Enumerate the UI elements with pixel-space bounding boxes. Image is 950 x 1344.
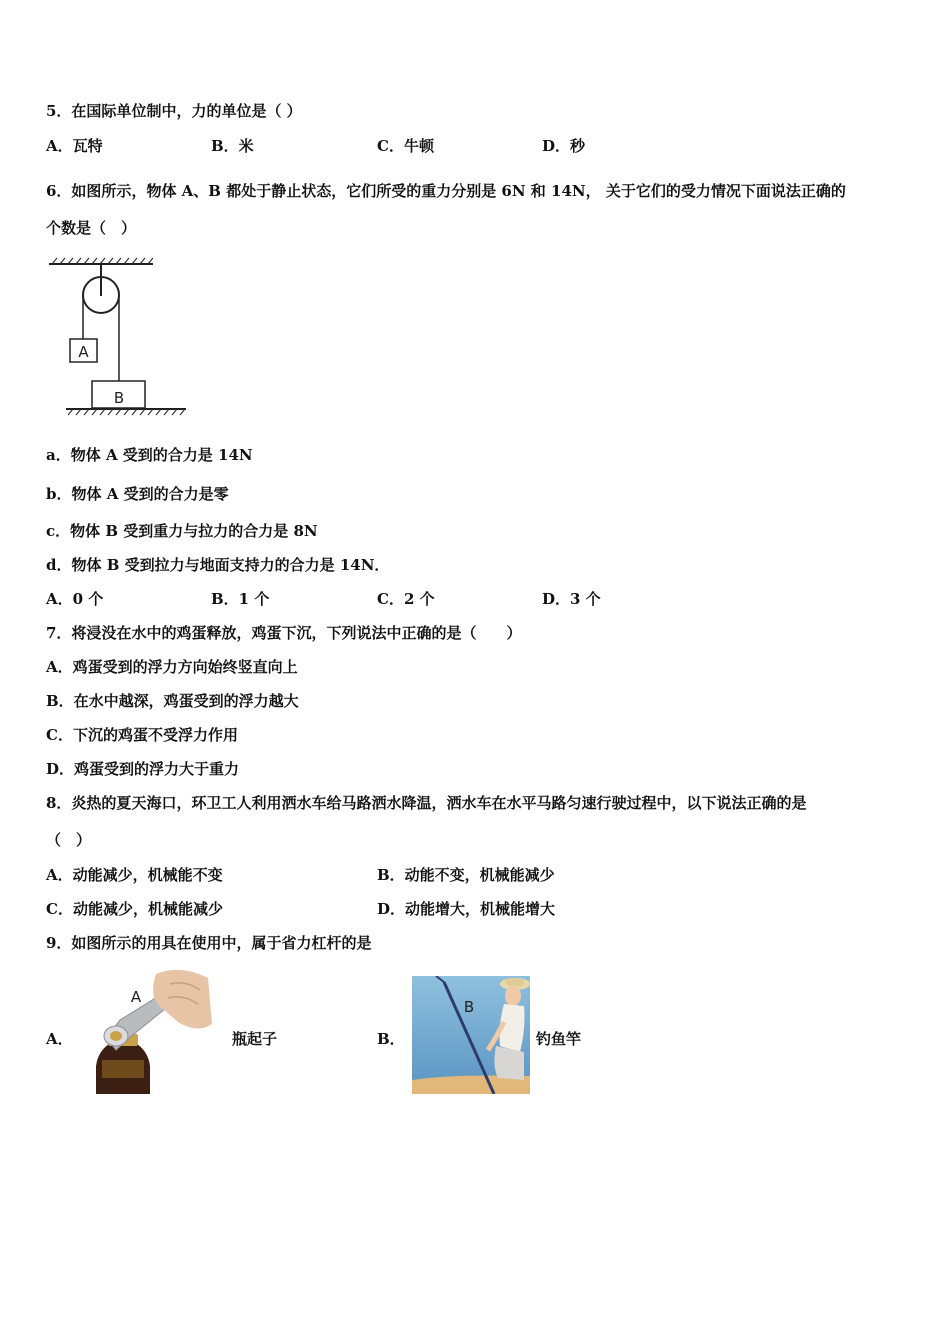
- block-a-label: A: [78, 343, 89, 361]
- q8-stem-line2: （ ）: [46, 831, 92, 849]
- q5-option-c: C．牛顿: [377, 137, 434, 155]
- q6-option-b: B．1 个: [211, 590, 270, 608]
- bottle-opener-label: A: [130, 988, 142, 1006]
- fishing-rod-label: B: [463, 998, 475, 1016]
- q7-option-d: D．鸡蛋受到的浮力大于重力: [46, 760, 240, 778]
- q8-option-a: A．动能减少，机械能不变: [46, 866, 223, 884]
- q9-option-a-caption: 瓶起子: [232, 1030, 278, 1048]
- pulley-diagram: [44, 252, 194, 418]
- q9-option-a-letter: A．: [46, 1030, 73, 1048]
- q6-option-a: A．0 个: [46, 590, 104, 608]
- q5-option-d: D．秒: [542, 137, 586, 155]
- q5-stem: 5．在国际单位制中，力的单位是（ ）: [46, 102, 302, 120]
- q6-statement-c: c．物体 B 受到重力与拉力的合力是 8N: [46, 522, 318, 540]
- q8-option-b: B．动能不变，机械能减少: [377, 866, 555, 884]
- q9-stem: 9．如图所示的用具在使用中，属于省力杠杆的是: [46, 934, 372, 952]
- q6-option-d: D．3 个: [542, 590, 601, 608]
- q9-option-b-letter: B．: [377, 1030, 405, 1048]
- q8-stem-line1: 8．炎热的夏天海口，环卫工人利用洒水车给马路洒水降温，洒水车在水平马路匀速行驶过程中，以下说法正确的是: [46, 794, 807, 812]
- bottle-opener-image: [82, 968, 214, 1094]
- q6-option-c: C．2 个: [377, 590, 435, 608]
- fishing-rod-image: [412, 976, 530, 1094]
- q6-statement-b: b．物体 A 受到的合力是零: [46, 485, 229, 503]
- block-b-label: B: [113, 389, 125, 407]
- q7-stem: 7．将浸没在水中的鸡蛋释放，鸡蛋下沉，下列说法中正确的是（ ）: [46, 624, 522, 642]
- q6-statement-d: d．物体 B 受到拉力与地面支持力的合力是 14N．: [46, 556, 390, 574]
- q7-option-a: A．鸡蛋受到的浮力方向始终竖直向上: [46, 658, 298, 676]
- q7-option-b: B．在水中越深，鸡蛋受到的浮力越大: [46, 692, 299, 710]
- q6-stem-line1: 6．如图所示，物体 A、B 都处于静止状态，它们所受的重力分别是 6N 和 14N， 关于它们的受力情况下面说法正确的: [46, 182, 846, 200]
- q6-statement-a: a．物体 A 受到的合力是 14N: [46, 446, 253, 464]
- q8-option-c: C．动能减少，机械能减少: [46, 900, 223, 918]
- q7-option-c: C．下沉的鸡蛋不受浮力作用: [46, 726, 238, 744]
- q8-option-d: D．动能增大，机械能增大: [377, 900, 556, 918]
- q9-option-b-caption: 钓鱼竿: [536, 1030, 582, 1048]
- q5-option-b: B．米: [211, 137, 254, 155]
- q5-option-a: A．瓦特: [46, 137, 103, 155]
- q6-stem-line2: 个数是（ ）: [46, 219, 137, 237]
